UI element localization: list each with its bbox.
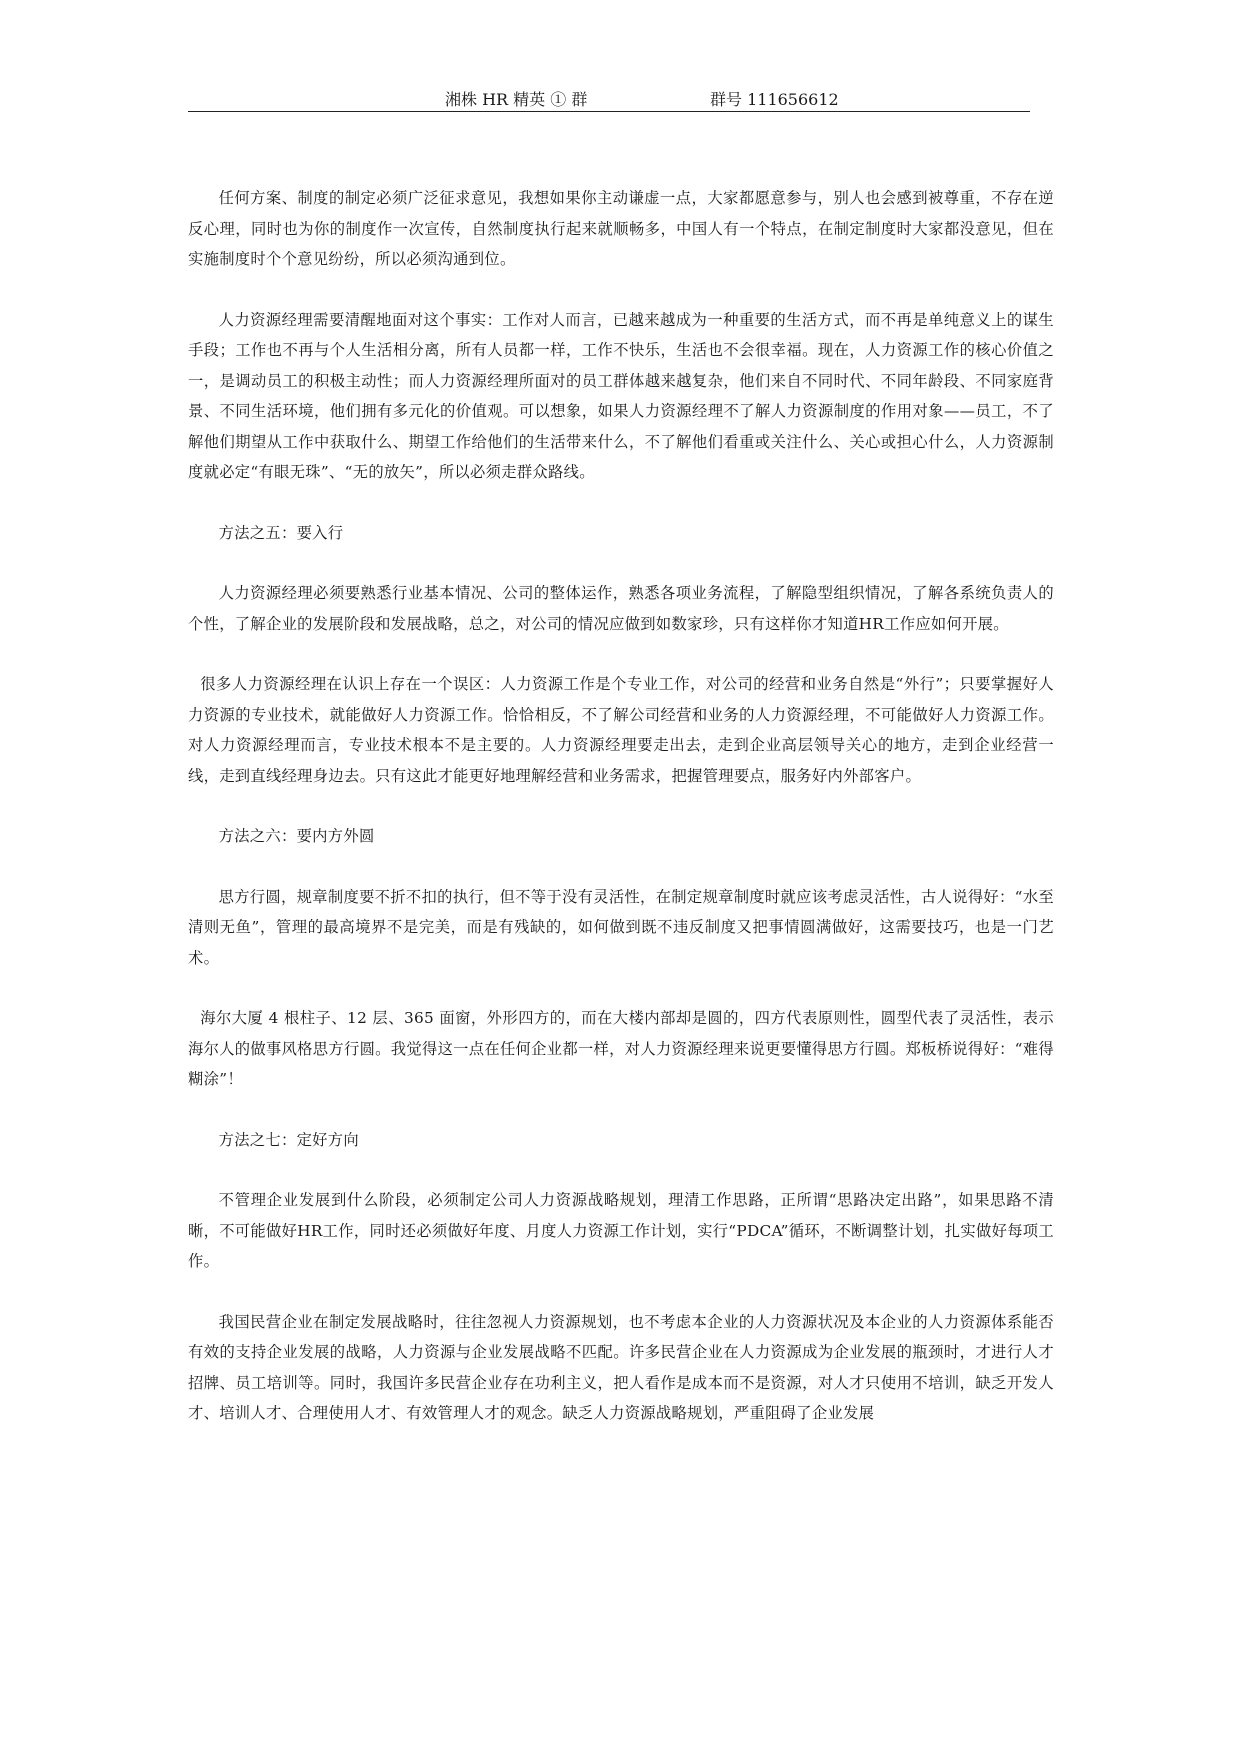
page-header [188, 89, 1030, 112]
paragraph-work-lifestyle: 人力资源经理需要清醒地面对这个事实：工作对人而言，已越来越成为一种重要的生活方式，而不再是单纯意义上的谋生手段；工作也不再与个人生活相分离，所有人员都一样，工作不快乐，生活也不会很幸福。现在，人力资源工作的核心价值之一，是调动员工的积极主动性；而人力资源经理所面对的员工群体越来越复杂，他们来自不同时代、不同年龄段、不同家庭背景、不同生活环境，他们拥有多元化的价值观。可以想象，如果人力资源经理不了解人力资源制度的作用对象——员工，不了解他们期望从工作中获取什么、期望工作给他们的生活带来什么，不了解他们看重或关注什么、关心或担心什么，人力资源制度就必定“有眼无珠”、“无的放矢”，所以必须走群众路线。 [188, 310, 1054, 481]
section-heading-method-6: 方法之六：要内方外圆 [218, 827, 375, 845]
paragraph-haier-building: 海尔大厦 4 根柱子、12 层、365 面窗，外形四方的，而在大楼内部却是圆的，四方代表原则性，圆型代表了灵活性，表示海尔人的做事风格思方行圆。我觉得这一点在任何企业都一样，对人力资源经理来说更要懂得思方行圆。郑板桥说得好：“难得糊涂”！ [188, 1009, 1054, 1088]
paragraph-strategy-planning: 不管理企业发展到什么阶段，必须制定公司人力资源战略规划，理清工作思路，正所谓“思路决定出路”，如果思路不清晰，不可能做好HR工作，同时还必须做好年度、月度人力资源工作计划，实行“PDCA”循环，不断调整计划，扎实做好每项工作。 [188, 1191, 1054, 1270]
paragraph-know-industry: 人力资源经理必须要熟悉行业基本情况、公司的整体运作，熟悉各项业务流程，了解隐型组织情况，了解各系统负责人的个性，了解企业的发展阶段和发展战略，总之，对公司的情况应做到如数家珍，只有这样你才知道HR工作应如何开展。 [188, 584, 1054, 633]
header-group-name: 湘株 HR 精英 ① 群 [445, 90, 588, 109]
paragraph-solicit-opinions: 任何方案、制度的制定必须广泛征求意见，我想如果你主动谦虚一点，大家都愿意参与，别人也会感到被尊重，不存在逆反心理，同时也为你的制度作一次宣传，自然制度执行起来就顺畅多，中国人有一个特点，在制定制度时大家都没意见，但在实施制度时个个意见纷纷，所以必须沟通到位。 [188, 189, 1054, 268]
paragraph-misconception: 很多人力资源经理在认识上存在一个误区：人力资源工作是个专业工作，对公司的经营和业务自然是“外行”；只要掌握好人力资源的专业技术，就能做好人力资源工作。恰恰相反，不了解公司经营和业务的人力资源经理，不可能做好人力资源工作。对人力资源经理而言，专业技术根本不是主要的。人力资源经理要走出去，走到企业高层领导关心的地方，走到企业经营一线，走到直线经理身边去。只有这此才能更好地理解经营和业务需求，把握管理要点，服务好内外部客户。 [188, 675, 1054, 785]
section-heading-method-5: 方法之五：要入行 [218, 523, 344, 542]
document-body [188, 183, 1054, 1429]
paragraph-flexibility: 思方行圆，规章制度要不折不扣的执行，但不等于没有灵活性，在制定规章制度时就应该考虑灵活性，古人说得好：“水至清则无鱼”，管理的最高境界不是完美，而是有残缺的，如何做到既不违反制度又把事情圆满做好，这需要技巧，也是一门艺术。 [188, 887, 1054, 967]
header-group-number: 群号 111656612 [710, 90, 839, 109]
paragraph-private-enterprises: 我国民营企业在制定发展战略时，往往忽视人力资源规划，也不考虑本企业的人力资源状况及本企业的人力资源体系能否有效的支持企业发展的战略，人力资源与企业发展战略不匹配。许多民营企业在人力资源成为企业发展的瓶颈时，才进行人才招牌、员工培训等。同时，我国许多民营企业存在功利主义，把人看作是成本而不是资源，对人才只使用不培训，缺乏开发人才、培训人才、合理使用人才、有效管理人才的观念。缺乏人力资源战略规划，严重阻碍了企业发展 [188, 1312, 1054, 1422]
section-heading-method-7: 方法之七：定好方向 [218, 1130, 359, 1149]
